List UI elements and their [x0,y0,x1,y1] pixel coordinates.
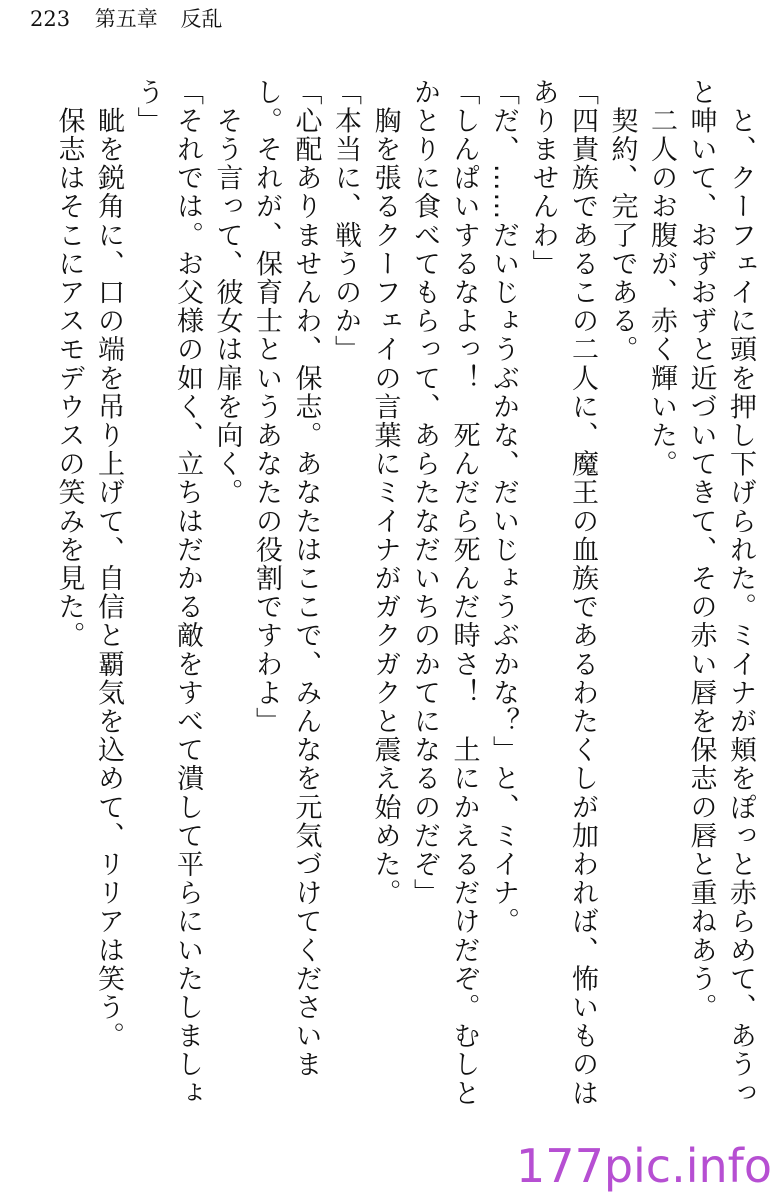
paragraph: 「四貴族であるこの二人に、魔王の血族であるわたくしが加われば、怖いものはありませんわ」 [527,78,598,1108]
paragraph: 眦を鋭角に、口の端を吊り上げて、自信と覇気を込めて、リリアは笑う。 [93,78,124,1051]
paragraph: と、クーフェイに頭を押し下げられた。ミイナが頬をぽっと赤らめて、あうっと呻いて、おずおずと近づいてきて、その赤い唇を保志の唇と重ねあう。 [685,78,756,1108]
paragraph: 「だ、……だいじょうぶかな、だいじょうぶかな？」と、ミイナ。 [488,78,519,936]
page-number: 223 [30,7,71,31]
paragraph: 「本当に、戦うのか」 [330,78,361,364]
paragraph: 二人のお腹が、赤く輝いた。 [646,78,677,479]
paragraph: 胸を張るクーフェイの言葉にミイナがガクガクと震え始めた。 [369,78,401,908]
paragraph: 保志はそこにアスモデウスの笑みを見た。 [53,78,85,650]
site-watermark: 177pic.info [516,1139,772,1193]
paragraph: 「しんぱいするなよっ！ 死んだら死んだ時さ！ 土にかえるだけだぞ。むしとかとりに食べてもらって、あらたなだいちのかてになるのだぞ」 [409,78,480,1108]
running-header [30,6,222,32]
chapter-label: 第五章 [94,7,158,31]
paragraph: 契約、完了である。 [606,78,638,364]
novel-body-text [53,78,760,1108]
chapter-title: 反乱 [180,7,223,31]
paragraph: 「それでは。お父様の如く、立ちはだかる敵をすべて潰して平らにいたしましょう」 [132,78,203,1108]
paragraph: そう言って、彼女は扉を向く。 [211,78,243,507]
paragraph: 「心配ありませんわ、保志。あなたはここで、みんなを元気づけてくださいまし。それが、保育士というあなたの役割ですわよ」 [251,78,322,1079]
